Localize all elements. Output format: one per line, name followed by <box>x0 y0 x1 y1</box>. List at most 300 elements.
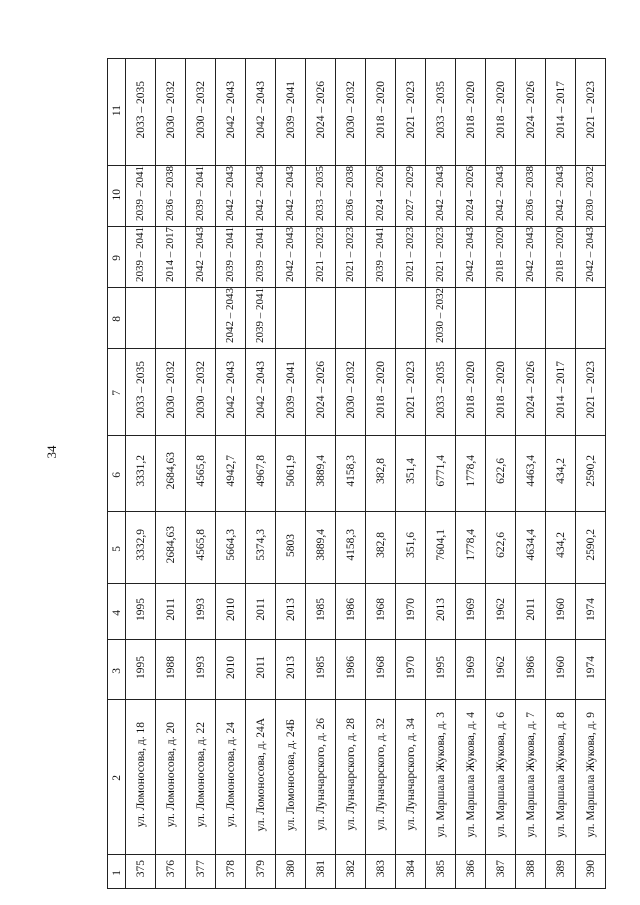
cell-value-c3: 1969 <box>464 655 477 679</box>
cell-value-c5: 2684,63 <box>164 526 177 564</box>
table-cell <box>426 700 456 855</box>
data-table <box>107 58 606 889</box>
table-cell <box>456 700 486 855</box>
cell-value-c6: 4463,4 <box>524 455 537 487</box>
cell-value-c6: 5061,9 <box>284 455 297 487</box>
cell-value-c8: 2039 – 2041 <box>254 288 266 343</box>
cell-value-c6: 382,8 <box>374 458 387 484</box>
table-cell <box>576 640 606 700</box>
cell-value-c5: 3332,9 <box>134 529 147 561</box>
cell-value-c9: 2018 – 2020 <box>554 227 566 282</box>
cell-value-n: 390 <box>584 860 597 878</box>
cell-value-c6: 434,2 <box>554 458 567 484</box>
table-cell <box>216 227 246 288</box>
cell-value-c4: 1960 <box>554 597 567 621</box>
cell-value-c6: 6771,4 <box>434 455 447 487</box>
table-cell <box>246 700 276 855</box>
table-cell <box>216 349 246 436</box>
cell-value-c9: 2039 – 2041 <box>134 227 146 282</box>
cell-value-c9: 2039 – 2041 <box>224 227 236 282</box>
table-cell <box>306 59 336 166</box>
table-cell <box>306 436 336 512</box>
cell-value-c6: 2590,2 <box>584 455 597 487</box>
column-header <box>108 166 126 227</box>
table-field-row-9 <box>108 227 606 288</box>
cell-value-c7: 2018 – 2020 <box>464 360 477 419</box>
table-cell <box>336 166 366 227</box>
table-cell <box>216 700 246 855</box>
cell-value-c10: 2024 – 2026 <box>464 166 476 221</box>
cell-value-c4: 1974 <box>584 597 597 621</box>
cell-value-c8: 2030 – 2032 <box>434 288 446 343</box>
cell-value-c10: 2030 – 2032 <box>584 166 596 221</box>
cell-value-c4: 1968 <box>374 597 387 621</box>
table-cell <box>216 584 246 640</box>
table-cell <box>366 512 396 584</box>
cell-value-n: 377 <box>194 860 207 878</box>
table-cell <box>276 436 306 512</box>
cell-value-c9: 2021 – 2023 <box>314 227 326 282</box>
column-header-label: 7 <box>110 390 123 396</box>
cell-value-c3: 1960 <box>554 655 567 679</box>
table-cell <box>426 227 456 288</box>
cell-value-c9: 2018 – 2020 <box>494 227 506 282</box>
cell-value-c4: 1986 <box>344 597 357 621</box>
table-cell <box>576 59 606 166</box>
cell-value-n: 376 <box>164 860 177 878</box>
table-cell <box>216 855 246 889</box>
table-cell <box>276 640 306 700</box>
cell-value-c3: 1993 <box>194 655 207 679</box>
table-cell <box>156 700 186 855</box>
column-header-label: 2 <box>110 775 123 781</box>
column-header <box>108 855 126 889</box>
table-cell <box>246 436 276 512</box>
table-cell <box>456 436 486 512</box>
table-cell <box>216 59 246 166</box>
cell-value-c7: 2030 – 2032 <box>164 360 177 419</box>
table-cell <box>516 512 546 584</box>
table-cell <box>426 584 456 640</box>
cell-value-c7: 2024 – 2026 <box>314 360 327 419</box>
table-cell <box>126 288 156 349</box>
table-cell <box>156 512 186 584</box>
cell-value-c6: 4942,7 <box>224 455 237 487</box>
cell-value-c3: 1995 <box>434 655 447 679</box>
table-field-row-3 <box>108 640 606 700</box>
table-cell <box>186 166 216 227</box>
table-cell <box>306 640 336 700</box>
cell-value-c11: 2042 – 2043 <box>224 80 237 139</box>
column-header <box>108 349 126 436</box>
cell-value-c4: 1970 <box>404 597 417 621</box>
cell-value-addr: ул. Маршала Жукова, д. 3 <box>434 711 447 838</box>
cell-value-n: 375 <box>134 860 147 878</box>
table-cell <box>516 436 546 512</box>
table-cell <box>516 584 546 640</box>
cell-value-c7: 2039 – 2041 <box>284 360 297 419</box>
table-cell <box>486 855 516 889</box>
cell-value-c3: 1962 <box>494 655 507 679</box>
cell-value-c11: 2030 – 2032 <box>344 80 357 139</box>
cell-value-c7: 2033 – 2035 <box>134 360 147 419</box>
table-cell <box>366 227 396 288</box>
table-cell <box>336 584 366 640</box>
table-cell <box>336 855 366 889</box>
cell-value-c10: 2042 – 2043 <box>224 166 236 221</box>
table-cell <box>186 227 216 288</box>
table-cell <box>276 512 306 584</box>
cell-value-c11: 2039 – 2041 <box>284 80 297 139</box>
table-cell <box>486 227 516 288</box>
cell-value-c6: 622,6 <box>494 458 507 484</box>
cell-value-n: 385 <box>434 860 447 878</box>
cell-value-n: 378 <box>224 860 237 878</box>
table-cell <box>216 288 246 349</box>
table-cell <box>276 349 306 436</box>
table-cell <box>366 349 396 436</box>
table-cell <box>426 349 456 436</box>
cell-value-n: 384 <box>404 860 417 878</box>
table-cell <box>426 855 456 889</box>
cell-value-n: 379 <box>254 860 267 878</box>
cell-value-c11: 2018 – 2020 <box>374 80 387 139</box>
cell-value-c9: 2042 – 2043 <box>524 227 536 282</box>
cell-value-n: 380 <box>284 860 297 878</box>
column-header-label: 1 <box>110 869 123 876</box>
cell-value-c9: 2039 – 2041 <box>374 227 386 282</box>
table-cell <box>456 584 486 640</box>
cell-value-c10: 2039 – 2041 <box>194 166 206 221</box>
table-cell <box>186 349 216 436</box>
column-header <box>108 227 126 288</box>
cell-value-c9: 2042 – 2043 <box>584 227 596 282</box>
cell-value-c5: 5374,3 <box>254 529 267 561</box>
table-cell <box>246 59 276 166</box>
cell-value-c7: 2033 – 2035 <box>434 360 447 419</box>
table-cell <box>456 512 486 584</box>
cell-value-n: 383 <box>374 860 387 878</box>
cell-value-c9: 2021 – 2023 <box>344 227 356 282</box>
table-cell <box>456 855 486 889</box>
column-header-label: 3 <box>110 667 123 674</box>
table-cell <box>156 436 186 512</box>
table-cell <box>396 436 426 512</box>
cell-value-c4: 2010 <box>224 597 237 621</box>
table-cell <box>396 349 426 436</box>
column-header-label: 9 <box>110 255 123 261</box>
cell-value-addr: ул. Маршала Жукова, д. 8 <box>554 711 567 838</box>
table-field-row-2 <box>108 700 606 855</box>
table-cell <box>186 288 216 349</box>
table-field-row-10 <box>108 166 606 227</box>
column-header <box>108 288 126 349</box>
table-cell <box>576 855 606 889</box>
cell-value-c11: 2030 – 2032 <box>194 80 207 139</box>
cell-value-c11: 2018 – 2020 <box>464 80 477 139</box>
table-cell <box>186 59 216 166</box>
table-cell <box>306 700 336 855</box>
table-cell <box>246 855 276 889</box>
table-cell <box>426 166 456 227</box>
table-cell <box>516 855 546 889</box>
cell-value-c11: 2024 – 2026 <box>524 80 537 139</box>
cell-value-c7: 2021 – 2023 <box>404 360 417 419</box>
cell-value-c5: 1778,4 <box>464 529 477 561</box>
cell-value-c8: 2042 – 2043 <box>224 288 236 343</box>
cell-value-c4: 2013 <box>284 597 297 621</box>
table-cell <box>336 227 366 288</box>
table-cell <box>396 584 426 640</box>
cell-value-c10: 2024 – 2026 <box>374 166 386 221</box>
column-header <box>108 436 126 512</box>
table-cell <box>276 166 306 227</box>
cell-value-c11: 2021 – 2023 <box>584 80 597 139</box>
cell-value-c6: 351,4 <box>404 458 417 484</box>
column-header <box>108 700 126 855</box>
cell-value-c3: 1986 <box>524 655 537 679</box>
cell-value-addr: ул. Маршала Жукова, д. 4 <box>464 711 477 838</box>
table-cell <box>516 166 546 227</box>
column-header-label: 11 <box>110 104 123 116</box>
table-cell <box>336 512 366 584</box>
cell-value-c6: 4565,8 <box>194 455 207 487</box>
column-header <box>108 640 126 700</box>
table-cell <box>546 349 576 436</box>
table-cell <box>456 166 486 227</box>
cell-value-c3: 1968 <box>374 655 387 679</box>
cell-value-c9: 2042 – 2043 <box>464 227 476 282</box>
table-cell <box>576 288 606 349</box>
table-cell <box>486 436 516 512</box>
table-cell <box>396 700 426 855</box>
column-header-label: 6 <box>110 471 123 478</box>
page-number: 34 <box>44 445 59 459</box>
cell-value-addr: ул. Луначарского, д. 34 <box>404 718 417 831</box>
table-cell <box>336 640 366 700</box>
cell-value-c3: 1986 <box>344 655 357 679</box>
cell-value-c4: 2011 <box>254 597 267 621</box>
table-cell <box>456 227 486 288</box>
table-cell <box>336 436 366 512</box>
table-cell <box>396 640 426 700</box>
cell-value-addr: ул. Ломоносова, д. 24Б <box>284 718 297 831</box>
cell-value-c7: 2030 – 2032 <box>344 360 357 419</box>
table-cell <box>306 349 336 436</box>
cell-value-c5: 622,6 <box>494 532 507 558</box>
table-cell <box>456 288 486 349</box>
cell-value-c4: 1995 <box>134 597 147 621</box>
table-cell <box>186 436 216 512</box>
cell-value-n: 389 <box>554 860 567 878</box>
table-cell <box>336 288 366 349</box>
cell-value-c4: 2011 <box>164 597 177 621</box>
cell-value-addr: ул. Ломоносова, д. 22 <box>194 721 207 828</box>
table-cell <box>516 349 546 436</box>
cell-value-n: 381 <box>314 860 327 878</box>
table-cell <box>516 288 546 349</box>
cell-value-c10: 2027 – 2029 <box>404 166 416 221</box>
table-cell <box>426 59 456 166</box>
table-cell <box>396 166 426 227</box>
table-cell <box>126 640 156 700</box>
cell-value-c5: 4158,3 <box>344 529 357 561</box>
table-cell <box>486 59 516 166</box>
table-cell <box>126 855 156 889</box>
cell-value-c3: 2011 <box>254 655 267 679</box>
table-field-row-11 <box>108 59 606 166</box>
cell-value-c3: 2010 <box>224 655 237 679</box>
cell-value-c9: 2042 – 2043 <box>194 227 206 282</box>
column-header-label: 10 <box>110 188 123 200</box>
cell-value-c5: 5803 <box>284 533 297 557</box>
cell-value-c9: 2042 – 2043 <box>284 227 296 282</box>
table-cell <box>426 288 456 349</box>
cell-value-c7: 2042 – 2043 <box>224 360 237 419</box>
table-field-row-6 <box>108 436 606 512</box>
table-cell <box>246 584 276 640</box>
table-cell <box>126 59 156 166</box>
table-cell <box>366 700 396 855</box>
column-header <box>108 59 126 166</box>
cell-value-c7: 2021 – 2023 <box>584 360 597 419</box>
cell-value-n: 387 <box>494 860 507 878</box>
table-cell <box>546 227 576 288</box>
cell-value-c11: 2021 – 2023 <box>404 80 417 139</box>
cell-value-c3: 1995 <box>134 655 147 679</box>
table-cell <box>546 700 576 855</box>
table-cell <box>156 855 186 889</box>
cell-value-c11: 2024 – 2026 <box>314 80 327 139</box>
cell-value-c4: 1962 <box>494 597 507 621</box>
column-header-label: 8 <box>110 316 123 322</box>
cell-value-c9: 2021 – 2023 <box>434 227 446 282</box>
cell-value-c10: 2042 – 2043 <box>554 166 566 221</box>
table-cell <box>276 59 306 166</box>
table-cell <box>186 700 216 855</box>
table-cell <box>546 166 576 227</box>
cell-value-c5: 5664,3 <box>224 529 237 561</box>
column-header-label: 5 <box>110 545 123 552</box>
cell-value-addr: ул. Ломоносова, д. 24А <box>254 717 267 832</box>
cell-value-c5: 2590,2 <box>584 529 597 561</box>
table-cell <box>306 584 336 640</box>
table-cell <box>156 166 186 227</box>
table-cell <box>126 349 156 436</box>
table-cell <box>366 288 396 349</box>
cell-value-c10: 2042 – 2043 <box>434 166 446 221</box>
cell-value-c11: 2033 – 2035 <box>434 80 447 139</box>
cell-value-c10: 2042 – 2043 <box>254 166 266 221</box>
cell-value-addr: ул. Маршала Жукова, д. 9 <box>584 711 597 838</box>
table-cell <box>366 436 396 512</box>
table-cell <box>486 288 516 349</box>
table-cell <box>336 349 366 436</box>
table-cell <box>576 349 606 436</box>
table-cell <box>246 512 276 584</box>
table-cell <box>486 166 516 227</box>
table-cell <box>336 700 366 855</box>
table-cell <box>216 436 246 512</box>
table-cell <box>156 59 186 166</box>
table-cell <box>306 855 336 889</box>
table-cell <box>156 349 186 436</box>
table-cell <box>456 349 486 436</box>
table-cell <box>546 640 576 700</box>
cell-value-c4: 1993 <box>194 597 207 621</box>
table-cell <box>546 584 576 640</box>
cell-value-c6: 4158,3 <box>344 455 357 487</box>
cell-value-c11: 2033 – 2035 <box>134 80 147 139</box>
cell-value-c3: 1988 <box>164 655 177 679</box>
cell-value-n: 388 <box>524 860 537 878</box>
table-cell <box>366 855 396 889</box>
cell-value-c11: 2030 – 2032 <box>164 80 177 139</box>
cell-value-c10: 2042 – 2043 <box>284 166 296 221</box>
cell-value-c5: 3889,4 <box>314 529 327 561</box>
table-cell <box>336 59 366 166</box>
table-cell <box>306 288 336 349</box>
cell-value-c5: 434,2 <box>554 532 567 558</box>
cell-value-c10: 2036 – 2038 <box>344 166 356 221</box>
table-cell <box>306 166 336 227</box>
table-field-row-4 <box>108 584 606 640</box>
table-cell <box>366 584 396 640</box>
table-cell <box>366 640 396 700</box>
cell-value-c10: 2033 – 2035 <box>314 166 326 221</box>
cell-value-c4: 2013 <box>434 597 447 621</box>
table-cell <box>126 166 156 227</box>
table-cell <box>246 349 276 436</box>
table-cell <box>546 512 576 584</box>
table-cell <box>156 584 186 640</box>
table-cell <box>186 640 216 700</box>
table-cell <box>126 227 156 288</box>
table-cell <box>246 166 276 227</box>
cell-value-c7: 2018 – 2020 <box>374 360 387 419</box>
table-cell <box>576 512 606 584</box>
table-cell <box>546 59 576 166</box>
cell-value-c5: 351,6 <box>404 532 417 558</box>
table-cell <box>576 166 606 227</box>
cell-value-c5: 382,8 <box>374 532 387 558</box>
table-field-row-7 <box>108 349 606 436</box>
table-cell <box>156 640 186 700</box>
cell-value-c6: 3331,2 <box>134 455 147 487</box>
table-cell <box>276 288 306 349</box>
table-cell <box>276 584 306 640</box>
table-cell <box>186 855 216 889</box>
table-cell <box>426 436 456 512</box>
table-cell <box>186 512 216 584</box>
table-cell <box>456 640 486 700</box>
table-cell <box>396 855 426 889</box>
table-cell <box>216 512 246 584</box>
table-cell <box>246 640 276 700</box>
column-header <box>108 512 126 584</box>
table-cell <box>486 700 516 855</box>
table-cell <box>516 700 546 855</box>
cell-value-c7: 2014 – 2017 <box>554 360 567 419</box>
cell-value-c3: 2013 <box>284 655 297 679</box>
cell-value-c7: 2024 – 2026 <box>524 360 537 419</box>
cell-value-c11: 2018 – 2020 <box>494 80 507 139</box>
table-cell <box>486 512 516 584</box>
table-cell <box>576 700 606 855</box>
table-cell <box>276 700 306 855</box>
table-cell <box>426 640 456 700</box>
table-cell <box>186 584 216 640</box>
